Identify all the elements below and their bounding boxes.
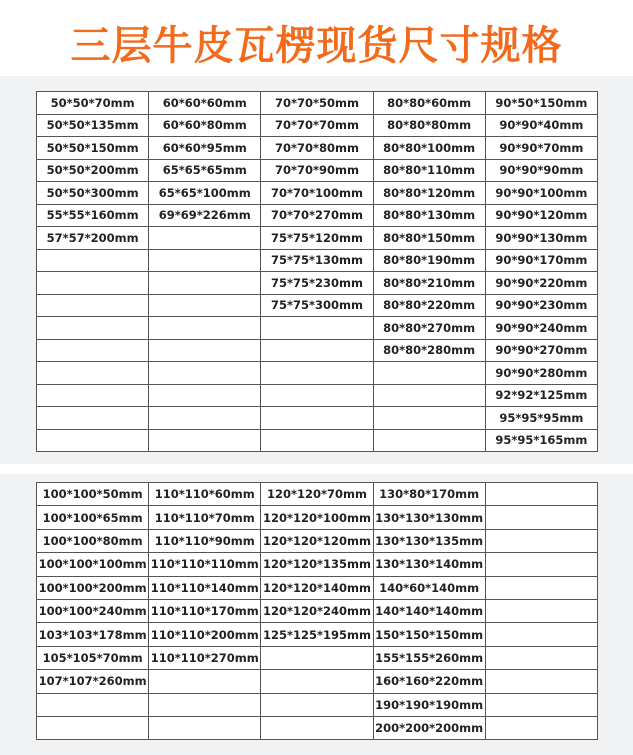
size-cell: 70*70*100mm bbox=[261, 182, 373, 205]
size-cell: 103*103*178mm bbox=[37, 623, 149, 646]
table-row bbox=[37, 317, 598, 340]
size-cell: 80*80*110mm bbox=[373, 159, 485, 182]
size-cell: 70*70*70mm bbox=[261, 114, 373, 137]
size-cell bbox=[37, 407, 149, 430]
size-cell bbox=[261, 716, 373, 739]
size-cell: 125*125*195mm bbox=[261, 623, 373, 646]
size-cell bbox=[261, 384, 373, 407]
size-table-2 bbox=[36, 482, 598, 740]
table-row bbox=[37, 483, 598, 506]
size-cell: 75*75*120mm bbox=[261, 227, 373, 250]
table-row bbox=[37, 204, 598, 227]
size-table-1 bbox=[36, 91, 598, 452]
size-cell: 110*110*90mm bbox=[149, 529, 261, 552]
size-cell bbox=[37, 384, 149, 407]
size-cell: 60*60*95mm bbox=[149, 137, 261, 160]
size-cell: 120*120*100mm bbox=[261, 506, 373, 529]
size-cell bbox=[373, 362, 485, 385]
size-cell: 90*90*120mm bbox=[485, 204, 597, 227]
table-row bbox=[37, 670, 598, 693]
size-cell: 110*110*270mm bbox=[149, 646, 261, 669]
size-cell: 110*110*170mm bbox=[149, 599, 261, 622]
size-cell: 90*90*170mm bbox=[485, 249, 597, 272]
size-panel-2 bbox=[0, 474, 633, 755]
size-cell bbox=[37, 716, 149, 739]
size-cell: 90*50*150mm bbox=[485, 92, 597, 115]
size-cell bbox=[485, 529, 597, 552]
table-row bbox=[37, 529, 598, 552]
size-cell bbox=[261, 339, 373, 362]
size-cell bbox=[485, 693, 597, 716]
size-cell: 65*65*65mm bbox=[149, 159, 261, 182]
size-cell: 120*120*120mm bbox=[261, 529, 373, 552]
size-cell bbox=[37, 339, 149, 362]
size-cell: 140*140*140mm bbox=[373, 599, 485, 622]
size-cell: 110*110*140mm bbox=[149, 576, 261, 599]
size-cell bbox=[261, 317, 373, 340]
size-panel-1 bbox=[0, 76, 633, 464]
size-cell bbox=[149, 693, 261, 716]
size-cell: 50*50*150mm bbox=[37, 137, 149, 160]
table-row bbox=[37, 272, 598, 295]
size-cell bbox=[485, 670, 597, 693]
size-cell: 80*80*280mm bbox=[373, 339, 485, 362]
size-cell bbox=[485, 716, 597, 739]
size-cell: 100*100*100mm bbox=[37, 553, 149, 576]
size-cell bbox=[485, 506, 597, 529]
table-row bbox=[37, 623, 598, 646]
size-cell: 80*80*220mm bbox=[373, 294, 485, 317]
size-cell bbox=[261, 670, 373, 693]
size-cell: 90*90*70mm bbox=[485, 137, 597, 160]
table-row bbox=[37, 506, 598, 529]
size-cell: 80*80*60mm bbox=[373, 92, 485, 115]
size-cell: 120*120*135mm bbox=[261, 553, 373, 576]
size-cell bbox=[485, 483, 597, 506]
size-cell bbox=[261, 407, 373, 430]
size-cell: 75*75*130mm bbox=[261, 249, 373, 272]
size-cell: 80*80*150mm bbox=[373, 227, 485, 250]
size-cell bbox=[485, 623, 597, 646]
size-cell bbox=[485, 553, 597, 576]
size-cell: 100*100*240mm bbox=[37, 599, 149, 622]
table-row bbox=[37, 576, 598, 599]
size-cell: 50*50*300mm bbox=[37, 182, 149, 205]
size-cell: 92*92*125mm bbox=[485, 384, 597, 407]
size-cell bbox=[37, 294, 149, 317]
size-cell: 57*57*200mm bbox=[37, 227, 149, 250]
size-cell: 95*95*95mm bbox=[485, 407, 597, 430]
size-cell: 80*80*80mm bbox=[373, 114, 485, 137]
size-cell: 70*70*80mm bbox=[261, 137, 373, 160]
table-row bbox=[37, 553, 598, 576]
size-cell bbox=[149, 339, 261, 362]
size-cell: 70*70*50mm bbox=[261, 92, 373, 115]
size-cell bbox=[149, 317, 261, 340]
size-cell: 60*60*60mm bbox=[149, 92, 261, 115]
size-cell: 75*75*230mm bbox=[261, 272, 373, 295]
table-row bbox=[37, 429, 598, 452]
size-cell bbox=[149, 670, 261, 693]
size-cell: 110*110*60mm bbox=[149, 483, 261, 506]
size-cell bbox=[37, 249, 149, 272]
size-cell: 90*90*240mm bbox=[485, 317, 597, 340]
size-cell: 65*65*100mm bbox=[149, 182, 261, 205]
page-title: 三层牛皮瓦楞现货尺寸规格 bbox=[70, 23, 563, 69]
size-cell bbox=[149, 407, 261, 430]
size-cell: 120*120*140mm bbox=[261, 576, 373, 599]
size-cell bbox=[37, 317, 149, 340]
table-row bbox=[37, 137, 598, 160]
table-row bbox=[37, 159, 598, 182]
size-cell bbox=[373, 407, 485, 430]
size-cell bbox=[373, 384, 485, 407]
size-cell: 90*90*220mm bbox=[485, 272, 597, 295]
size-cell bbox=[261, 362, 373, 385]
size-cell: 150*150*150mm bbox=[373, 623, 485, 646]
size-cell: 110*110*70mm bbox=[149, 506, 261, 529]
size-cell: 95*95*165mm bbox=[485, 429, 597, 452]
size-cell: 80*80*120mm bbox=[373, 182, 485, 205]
size-cell: 50*50*200mm bbox=[37, 159, 149, 182]
table-row bbox=[37, 92, 598, 115]
size-cell: 80*80*130mm bbox=[373, 204, 485, 227]
size-cell: 55*55*160mm bbox=[37, 204, 149, 227]
table-row bbox=[37, 339, 598, 362]
size-cell bbox=[485, 576, 597, 599]
size-cell: 80*80*210mm bbox=[373, 272, 485, 295]
size-cell: 90*90*230mm bbox=[485, 294, 597, 317]
size-cell: 110*110*200mm bbox=[149, 623, 261, 646]
size-cell: 60*60*80mm bbox=[149, 114, 261, 137]
size-cell: 80*80*190mm bbox=[373, 249, 485, 272]
table-row bbox=[37, 182, 598, 205]
size-cell bbox=[37, 693, 149, 716]
size-cell: 120*120*70mm bbox=[261, 483, 373, 506]
table-row bbox=[37, 114, 598, 137]
size-cell bbox=[149, 272, 261, 295]
size-cell: 130*130*140mm bbox=[373, 553, 485, 576]
size-cell: 90*90*90mm bbox=[485, 159, 597, 182]
size-cell: 90*90*40mm bbox=[485, 114, 597, 137]
size-cell: 100*100*65mm bbox=[37, 506, 149, 529]
size-cell: 110*110*110mm bbox=[149, 553, 261, 576]
size-cell bbox=[485, 646, 597, 669]
table-row bbox=[37, 362, 598, 385]
size-cell bbox=[373, 429, 485, 452]
size-cell bbox=[261, 646, 373, 669]
size-cell: 100*100*200mm bbox=[37, 576, 149, 599]
size-cell bbox=[149, 249, 261, 272]
size-cell: 130*130*135mm bbox=[373, 529, 485, 552]
table-row bbox=[37, 227, 598, 250]
size-cell: 50*50*135mm bbox=[37, 114, 149, 137]
size-cell: 160*160*220mm bbox=[373, 670, 485, 693]
size-cell: 90*90*280mm bbox=[485, 362, 597, 385]
size-cell: 90*90*130mm bbox=[485, 227, 597, 250]
size-cell: 190*190*190mm bbox=[373, 693, 485, 716]
size-cell: 120*120*240mm bbox=[261, 599, 373, 622]
size-cell: 100*100*50mm bbox=[37, 483, 149, 506]
size-cell: 50*50*70mm bbox=[37, 92, 149, 115]
size-cell bbox=[37, 362, 149, 385]
table-row bbox=[37, 716, 598, 739]
size-cell bbox=[149, 227, 261, 250]
table-row bbox=[37, 693, 598, 716]
size-cell: 90*90*270mm bbox=[485, 339, 597, 362]
size-cell bbox=[149, 294, 261, 317]
size-cell bbox=[485, 599, 597, 622]
size-cell: 80*80*100mm bbox=[373, 137, 485, 160]
size-cell bbox=[261, 693, 373, 716]
size-cell: 130*130*130mm bbox=[373, 506, 485, 529]
size-cell bbox=[37, 429, 149, 452]
size-cell: 69*69*226mm bbox=[149, 204, 261, 227]
size-cell: 140*60*140mm bbox=[373, 576, 485, 599]
size-cell bbox=[149, 429, 261, 452]
table-row bbox=[37, 646, 598, 669]
size-cell bbox=[149, 716, 261, 739]
size-cell: 200*200*200mm bbox=[373, 716, 485, 739]
table-row bbox=[37, 294, 598, 317]
table-row bbox=[37, 249, 598, 272]
size-cell: 90*90*100mm bbox=[485, 182, 597, 205]
size-cell bbox=[149, 362, 261, 385]
size-cell: 107*107*260mm bbox=[37, 670, 149, 693]
table-row bbox=[37, 407, 598, 430]
size-cell: 105*105*70mm bbox=[37, 646, 149, 669]
size-cell: 100*100*80mm bbox=[37, 529, 149, 552]
table-row bbox=[37, 384, 598, 407]
size-cell: 70*70*90mm bbox=[261, 159, 373, 182]
table-row bbox=[37, 599, 598, 622]
size-cell: 75*75*300mm bbox=[261, 294, 373, 317]
size-cell: 130*80*170mm bbox=[373, 483, 485, 506]
size-cell bbox=[261, 429, 373, 452]
size-cell bbox=[149, 384, 261, 407]
size-cell: 155*155*260mm bbox=[373, 646, 485, 669]
size-cell bbox=[37, 272, 149, 295]
size-cell: 70*70*270mm bbox=[261, 204, 373, 227]
size-cell: 80*80*270mm bbox=[373, 317, 485, 340]
